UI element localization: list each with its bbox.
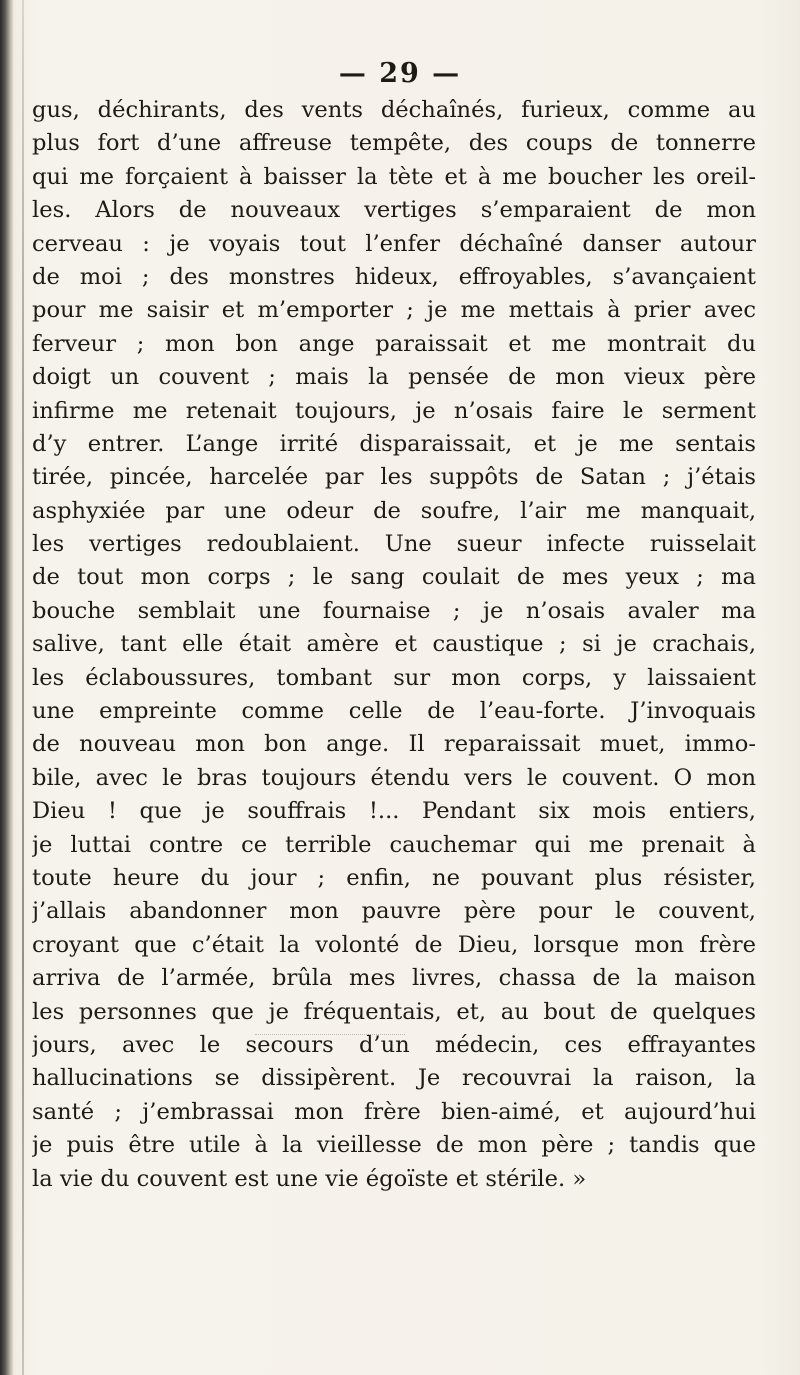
text-line: cerveau : je voyais tout l’enfer déchaîné danser autour	[32, 230, 756, 257]
text-line: arriva de l’armée, brûla mes livres, chassa de la maison	[32, 965, 756, 992]
text-line: bouche semblait une fournaise ; je n’osais avaler ma	[32, 597, 756, 624]
page-number: — 29 —	[338, 58, 462, 89]
text-line: gus, déchirants, des vents déchaînés, furieux, comme au	[32, 97, 756, 123]
text-line: de moi ; des monstres hideux, effroyables, s’avançaient	[32, 263, 756, 290]
margin-line	[22, 0, 24, 1375]
text-line: plus fort d’une affreuse tempête, des coups de tonnerre	[32, 130, 756, 157]
text-line: Dieu ! que je souffrais !... Pendant six mois entiers,	[32, 798, 756, 825]
text-line: les. Alors de nouveaux vertiges s’emparaient de mon	[32, 197, 756, 224]
text-line: santé ; j’embrassai mon frère bien-aimé, et aujourd’hui	[32, 1098, 756, 1125]
text-line: pour me saisir et m’emporter ; je me mettais à prier avec	[32, 297, 756, 324]
text-line: salive, tant elle était amère et caustique ; si je crachais,	[32, 631, 756, 658]
text-line: une empreinte comme celle de l’eau-forte. J’invoquais	[32, 698, 756, 725]
text-line: d’y entrer. L’ange irrité disparaissait, et je me sentais	[32, 430, 756, 457]
text-line: je puis être utile à la vieillesse de mon père ; tandis que	[32, 1132, 756, 1159]
text-line: les éclaboussures, tombant sur mon corps, y laissaient	[32, 664, 756, 691]
text-line: je luttai contre ce terrible cauchemar qui me prenait à	[32, 831, 756, 858]
text-line: j’allais abandonner mon pauvre père pour le couvent,	[32, 898, 756, 925]
text-line: ferveur ; mon bon ange paraissait et me montrait du	[32, 330, 756, 357]
text-line: infirme me retenait toujours, je n’osais faire le serment	[32, 397, 756, 424]
text-line: doigt un couvent ; mais la pensée de mon vieux père	[32, 364, 756, 391]
text-line: jours, avec le secours d’un médecin, ces effrayantes	[32, 1031, 756, 1058]
text-line: toute heure du jour ; enfin, ne pouvant plus résister,	[32, 864, 756, 891]
text-line: qui me forçaient à baisser la tète et à me boucher les oreil-	[32, 163, 756, 190]
binding-gutter	[0, 0, 14, 1375]
text-line: asphyxiée par une odeur de soufre, l’air me manquait,	[32, 497, 756, 524]
text-line: les personnes que je fréquentais, et, au bout de quelques	[32, 998, 756, 1025]
text-line: bile, avec le bras toujours étendu vers le couvent. O mon	[32, 764, 756, 791]
text-line: les vertiges redoublaient. Une sueur infecte ruisselait	[32, 531, 756, 558]
text-line: tirée, pincée, harcelée par les suppôts de Satan ; j’étais	[32, 464, 756, 491]
text-line: de nouveau mon bon ange. Il reparaissait muet, immo-	[32, 731, 756, 758]
faint-bleed-mark	[255, 1030, 405, 1035]
text-line-last: la vie du couvent est une vie égoïste et stérile. »	[32, 1165, 587, 1192]
text-line: croyant que c’était la volonté de Dieu, lorsque mon frère	[32, 931, 756, 958]
text-line: hallucinations se dissipèrent. Je recouvrai la raison, la	[32, 1065, 756, 1092]
text-line: de tout mon corps ; le sang coulait de mes yeux ; ma	[32, 564, 756, 591]
